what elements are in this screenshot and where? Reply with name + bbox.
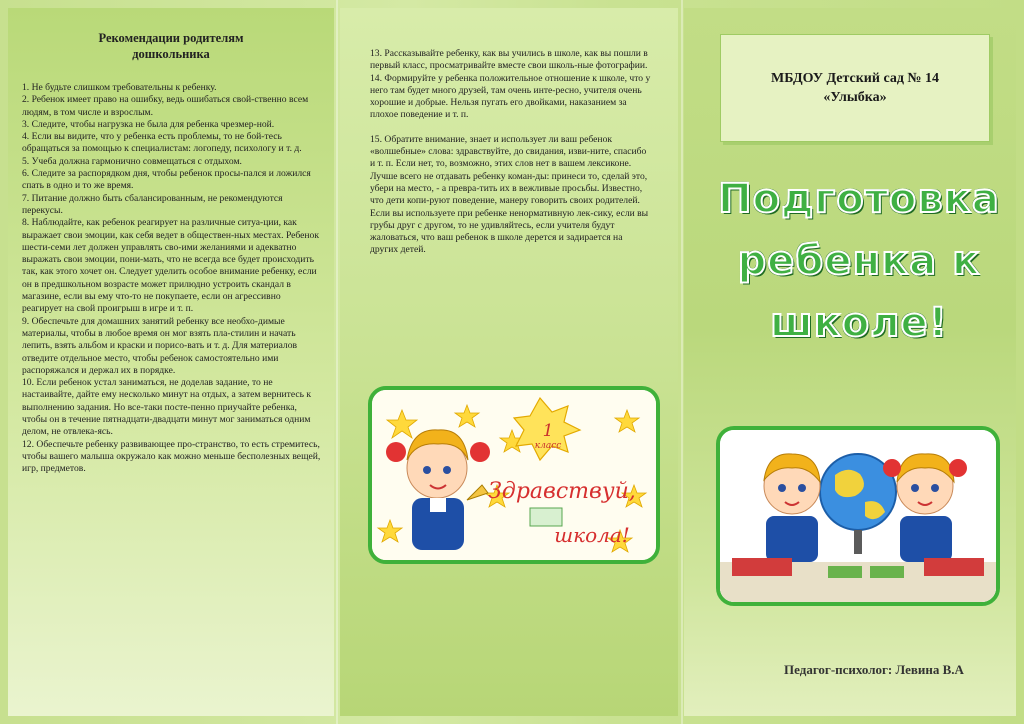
list-item: 14. Формируйте у ребенка положительное отношение к школе, что у него там будет много друзей, там очень инте-ресно, учителя очень хорошие и добрые. Нельзя пугать его двойками, наказанием за плохое поведение и т. п. (370, 72, 651, 121)
greeting-line-2: школа! (554, 523, 630, 547)
organization-nickname: «Улыбка» (823, 90, 887, 105)
list-item: 13. Рассказывайте ребенку, как вы учились в школе, как вы пошли в первый класс, просматривайте вместе свои школь-ные фотографии. (370, 48, 648, 72)
fold-line (681, 0, 683, 724)
brochure-title (714, 168, 1004, 354)
list-item: 6. Следите за распорядком дня, чтобы ребенок просы-пался и ложился спать в одно и то же время. (22, 168, 311, 192)
list-item: 1. Не будьте слишком требовательны к ребенку. (22, 82, 217, 93)
left-panel (8, 8, 334, 716)
children-globe-illustration (720, 430, 996, 602)
greeting-line-1: Здравствуй, (488, 479, 636, 504)
organization-box (720, 34, 990, 142)
middle-panel (340, 8, 678, 716)
recommendations-continued (370, 48, 652, 269)
list-item: 3. Следите, чтобы нагрузка не была для ребенка чрезмер-ной. (22, 118, 275, 130)
title-line: ребенка к (737, 238, 981, 284)
hello-school-illustration (372, 390, 656, 560)
fold-line (336, 0, 338, 724)
title-line: дошкольника (132, 47, 210, 61)
title-line: школе! (770, 300, 948, 346)
list-item: 7. Питание должно быть сбалансированным, не рекомендуются перекусы. (22, 192, 283, 216)
grade-word: класс (534, 441, 562, 451)
list-item: 10. Если ребенок устал заниматься, не доделав задание, то не настаивайте, дайте ему несколько минут на отдых, а затем вернитесь к выполнению задания. Но все-таки посте-пенно приучайте ребенка, чтобы он в течение пятнадцати-двадцати минут мог заниматься одним делом, не отвлека-ясь. (22, 377, 312, 438)
list-item: 15. Обратите внимание, знает и использует ли ваш ребенок «волшебные» слова: здравствуйте, до свидания, изви-ните, спасибо и т. п. Если нет, то, возможно, этих слов нет в вашем лексиконе. Лучше всего не отдавать ребенку коман-ды: принеси то, сделай это, убери на место, - а превра-тить их в вежливые просьбы. Известно, что дети копи-руют поведение, манеру говорить своих родителей. Если вы используете при ребенке ненормативную лек-сику, если вы грубы друг с другом, то не удивляйтесь, если учителя будут жаловаться, что ваш ребенок в школе дерется и задирается на других детей. (370, 133, 649, 256)
title-line: Подготовка (718, 176, 1000, 222)
list-item: 4. Если вы видите, что у ребенка есть проблемы, то не бой-тесь обращаться за помощью к специалистам: логопеду, психологу и т. д. (22, 131, 302, 155)
list-item: 8. Наблюдайте, как ребенок реагирует на различные ситуа-ции, как выражает свои эмоции, как себя ведет в обществен-ных местах. Ребенок шести-семи лет должен управлять сво-ими желаниями и адекватно выражать свои эмоции, пони-мать, что не всегда все будет происходить так, как этого хочет он. Следует уделить особое внимание ребенку, если он в предшкольном возрасте может прилюдно устроить скандал в магазине, если вы ему что-то не покупаете, если он агрессивно реагирует на свой проигрыш в игре и т. п. (22, 217, 320, 315)
list-item: 2. Ребенок имеет право на ошибку, ведь ошибаться свой-ственно всем людям, в том числе и взрослым. (22, 94, 309, 118)
title-line: Рекомендации родителям (98, 31, 244, 45)
grade-number: 1 (542, 421, 554, 441)
author-credit: Педагог-психолог: Левина В.А (784, 662, 964, 677)
children-globe-picture (716, 426, 1000, 606)
list-item: 12. Обеспечьте ребенку развивающее про-странство, то есть стремитесь, чтобы вашего малыша окружало как можно меньше бесполезных вещей, игр, предметов. (22, 438, 321, 475)
hello-school-picture (368, 386, 660, 564)
recommendations-title (8, 30, 334, 62)
right-panel (684, 8, 1016, 716)
list-item: 5. Учеба должна гармонично совмещаться с отдыхом. (22, 155, 242, 167)
list-item: 9. Обеспечьте для домашних занятий ребенку все необхо-димые материалы, чтобы в любое время он мог взять пла-стилин и начать лепить, взять альбом и краски и порисо-вать и т. д. Для материалов отведите отдельное место, чтобы ребенок самостоятельно ими распоряжался и держал их в порядке. (22, 315, 298, 376)
organization-name: МБДОУ Детский сад № 14 (771, 71, 939, 86)
recommendations-list (22, 82, 322, 476)
